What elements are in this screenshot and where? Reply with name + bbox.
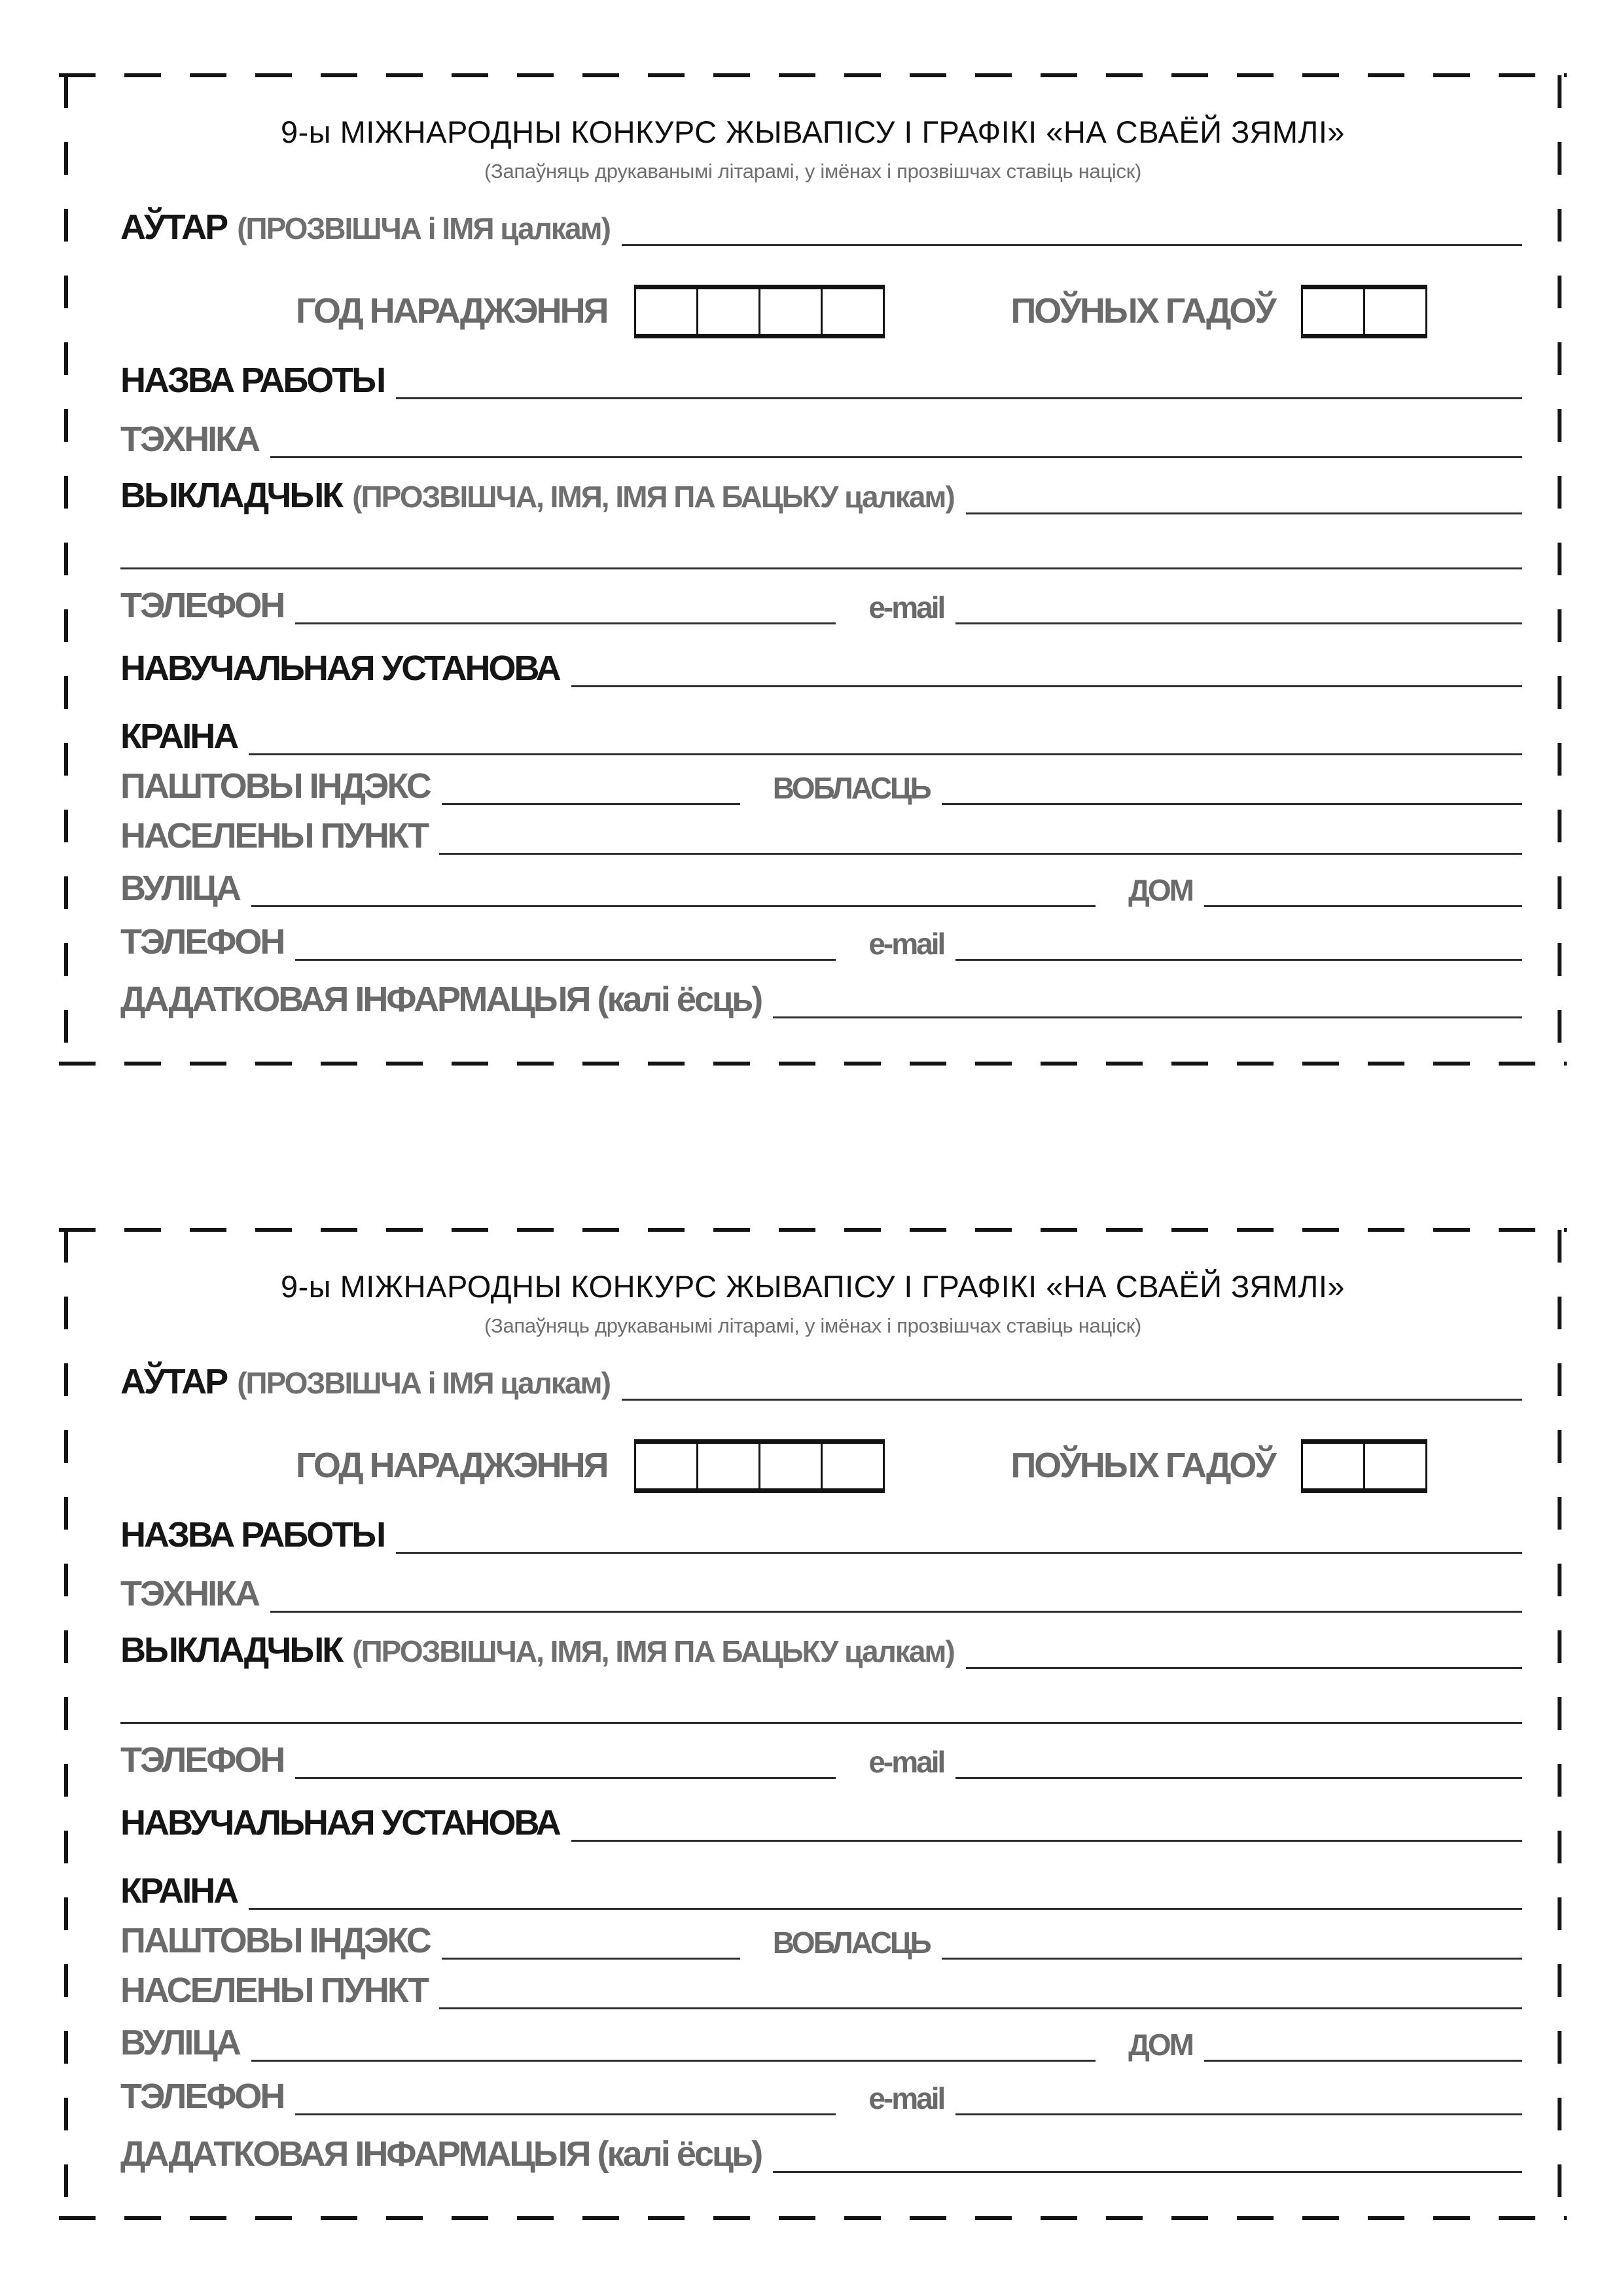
email-label: e-mail — [868, 927, 944, 961]
house-label: ДОМ — [1128, 873, 1192, 907]
full-years-cellbox[interactable] — [1301, 285, 1427, 338]
teacher-input-continued[interactable] — [120, 1689, 1522, 1724]
settlement-row — [120, 817, 1525, 855]
birth-year-row — [120, 1435, 1525, 1498]
street-house-row — [120, 2024, 1525, 2062]
full-years-digit-cell[interactable] — [1363, 289, 1425, 334]
street-input[interactable] — [251, 872, 1096, 907]
teacher-hint: (ПРОЗВІШЧА, ІМЯ, ІМЯ ПА БАЦЬКУ цалкам) — [352, 480, 954, 514]
birth-year-digit-cell[interactable] — [636, 1444, 696, 1488]
teacher-phone-row — [120, 1741, 1525, 1779]
technique-input[interactable] — [270, 423, 1522, 458]
technique-row — [120, 1575, 1525, 1613]
school-row — [120, 1804, 1525, 1842]
additional-info-row — [120, 980, 1525, 1018]
settlement-label: НАСЕЛЕНЫ ПУНКТ — [120, 816, 428, 855]
email-label: e-mail — [868, 590, 944, 624]
street-label: ВУЛІЦА — [120, 869, 240, 908]
additional-info-label: ДАДАТКОВАЯ ІНФАРМАЦЫЯ (калі ёсць) — [120, 980, 762, 1019]
phone-input[interactable] — [295, 1744, 836, 1779]
author-row — [120, 1363, 1525, 1401]
full-years-digit-cell[interactable] — [1303, 289, 1363, 334]
teacher-input[interactable] — [966, 480, 1522, 514]
school-input[interactable] — [571, 653, 1522, 687]
full-years-digit-cell[interactable] — [1303, 1444, 1363, 1488]
birth-year-digit-cell[interactable] — [821, 289, 883, 334]
phone2-input[interactable] — [295, 2081, 836, 2115]
postal-code-input[interactable] — [442, 1925, 740, 1960]
country-label: КРАІНА — [120, 717, 238, 756]
work-title-label: НАЗВА РАБОТЫ — [120, 361, 385, 400]
technique-input[interactable] — [270, 1578, 1522, 1613]
street-house-row — [120, 869, 1525, 907]
street-input[interactable] — [251, 2027, 1096, 2062]
work-title-row — [120, 361, 1525, 399]
region-input[interactable] — [942, 1925, 1522, 1960]
phone2-input[interactable] — [295, 926, 836, 961]
full-years-label: ПОЎНЫХ ГАДОЎ — [1010, 1446, 1275, 1485]
author-label: АЎТАР — [120, 207, 227, 247]
author-input[interactable] — [622, 211, 1522, 246]
author-label: АЎТАР — [120, 1362, 227, 1401]
contact-phone-row — [120, 2077, 1525, 2115]
form-subtitle: (Запаўняць друкаванымі літарамі, у імёнах і прозвішчах ставіць націск) — [484, 160, 1141, 183]
phone-label: ТЭЛЕФОН — [120, 1740, 284, 1780]
country-row — [120, 717, 1525, 755]
technique-label: ТЭХНІКА — [120, 1574, 259, 1613]
region-label: ВОБЛАСЦЬ — [772, 1926, 930, 1960]
cut-line-top — [59, 73, 1567, 77]
postal-code-label: ПАШТОВЫ ІНДЭКС — [120, 1921, 430, 1960]
email-label: e-mail — [868, 1745, 944, 1779]
teacher-hint: (ПРОЗВІШЧА, ІМЯ, ІМЯ ПА БАЦЬКУ цалкам) — [352, 1634, 954, 1668]
author-input[interactable] — [622, 1366, 1522, 1401]
school-input[interactable] — [571, 1807, 1522, 1842]
settlement-input[interactable] — [439, 1975, 1522, 2009]
full-years-digit-cell[interactable] — [1363, 1444, 1425, 1488]
teacher-input-continued[interactable] — [120, 535, 1522, 569]
cut-line-left — [64, 1230, 68, 2218]
cut-line-bottom — [59, 1062, 1567, 1066]
birth-year-label: ГОД НАРАДЖЭННЯ — [296, 291, 607, 331]
email2-input[interactable] — [955, 2081, 1522, 2115]
region-input[interactable] — [942, 770, 1522, 805]
entry-form-copy-1 — [64, 73, 1561, 1066]
region-label: ВОБЛАСЦЬ — [772, 771, 930, 805]
form-title: 9-ы МІЖНАРОДНЫ КОНКУРС ЖЫВАПІСУ І ГРАФІКІ «НА СВАЁЙ ЗЯМЛІ» — [280, 115, 1346, 149]
work-title-input[interactable] — [396, 365, 1522, 399]
postal-region-row — [120, 767, 1525, 805]
house-input[interactable] — [1204, 2027, 1522, 2062]
teacher-input[interactable] — [966, 1634, 1522, 1669]
birth-year-digit-cell[interactable] — [696, 1444, 758, 1488]
contact-phone-row — [120, 923, 1525, 961]
email2-input[interactable] — [955, 926, 1522, 961]
full-years-label: ПОЎНЫХ ГАДОЎ — [1010, 291, 1275, 331]
phone-label: ТЭЛЕФОН — [120, 586, 284, 625]
birth-year-cellbox[interactable] — [634, 285, 885, 338]
settlement-label: НАСЕЛЕНЫ ПУНКТ — [120, 1971, 428, 2010]
author-row — [120, 208, 1525, 246]
country-row — [120, 1872, 1525, 1910]
additional-info-row — [120, 2135, 1525, 2173]
email-label: e-mail — [868, 2081, 944, 2115]
house-input[interactable] — [1204, 872, 1522, 907]
additional-info-label: ДАДАТКОВАЯ ІНФАРМАЦЫЯ (калі ёсць) — [120, 2134, 762, 2174]
teacher-continuation-row — [120, 531, 1525, 569]
work-title-row — [120, 1516, 1525, 1554]
additional-info-input[interactable] — [773, 984, 1522, 1018]
settlement-row — [120, 1971, 1525, 2009]
teacher-label: ВЫКЛАДЧЫК — [120, 476, 342, 515]
cut-line-left — [64, 75, 68, 1064]
teacher-row — [120, 476, 1525, 514]
phone-label: ТЭЛЕФОН — [120, 922, 284, 961]
email-input[interactable] — [955, 1744, 1522, 1779]
birth-year-cellbox[interactable] — [634, 1439, 885, 1493]
technique-row — [120, 420, 1525, 458]
country-label: КРАІНА — [120, 1871, 238, 1910]
cut-line-bottom — [59, 2216, 1567, 2220]
house-label: ДОМ — [1128, 2028, 1192, 2062]
settlement-input[interactable] — [439, 820, 1522, 855]
birth-year-digit-cell[interactable] — [821, 1444, 883, 1488]
birth-year-digit-cell[interactable] — [758, 1444, 821, 1488]
teacher-phone-row — [120, 586, 1525, 624]
school-label: НАВУЧАЛЬНАЯ УСТАНОВА — [120, 1803, 560, 1842]
entry-form-copy-2 — [64, 1228, 1561, 2220]
postal-code-input[interactable] — [442, 770, 740, 805]
birth-year-label: ГОД НАРАДЖЭННЯ — [296, 1446, 607, 1485]
birth-year-digit-cell[interactable] — [636, 289, 696, 334]
birth-year-digit-cell[interactable] — [758, 289, 821, 334]
additional-info-input[interactable] — [773, 2138, 1522, 2173]
postal-code-label: ПАШТОВЫ ІНДЭКС — [120, 766, 430, 806]
cut-line-right — [1558, 1230, 1561, 2218]
author-hint: (ПРОЗВІШЧА і ІМЯ цалкам) — [237, 211, 610, 245]
street-label: ВУЛІЦА — [120, 2023, 240, 2062]
country-input[interactable] — [249, 1875, 1522, 1910]
birth-year-row — [120, 280, 1525, 343]
phone-label: ТЭЛЕФОН — [120, 2077, 284, 2116]
email-input[interactable] — [955, 590, 1522, 624]
birth-year-digit-cell[interactable] — [696, 289, 758, 334]
teacher-continuation-row — [120, 1686, 1525, 1724]
teacher-label: ВЫКЛАДЧЫК — [120, 1630, 342, 1670]
technique-label: ТЭХНІКА — [120, 420, 259, 459]
cut-line-top — [59, 1228, 1567, 1232]
form-subtitle: (Запаўняць друкаванымі літарамі, у імёнах і прозвішчах ставіць націск) — [484, 1314, 1141, 1337]
author-hint: (ПРОЗВІШЧА і ІМЯ цалкам) — [237, 1366, 610, 1400]
teacher-row — [120, 1631, 1525, 1669]
work-title-input[interactable] — [396, 1519, 1522, 1554]
cut-line-right — [1558, 75, 1561, 1064]
form-title: 9-ы МІЖНАРОДНЫ КОНКУРС ЖЫВАПІСУ І ГРАФІКІ «НА СВАЁЙ ЗЯМЛІ» — [280, 1269, 1346, 1304]
phone-input[interactable] — [295, 590, 836, 624]
full-years-cellbox[interactable] — [1301, 1439, 1427, 1493]
country-input[interactable] — [249, 721, 1522, 755]
work-title-label: НАЗВА РАБОТЫ — [120, 1515, 385, 1554]
school-row — [120, 649, 1525, 687]
postal-region-row — [120, 1922, 1525, 1960]
school-label: НАВУЧАЛЬНАЯ УСТАНОВА — [120, 649, 560, 688]
